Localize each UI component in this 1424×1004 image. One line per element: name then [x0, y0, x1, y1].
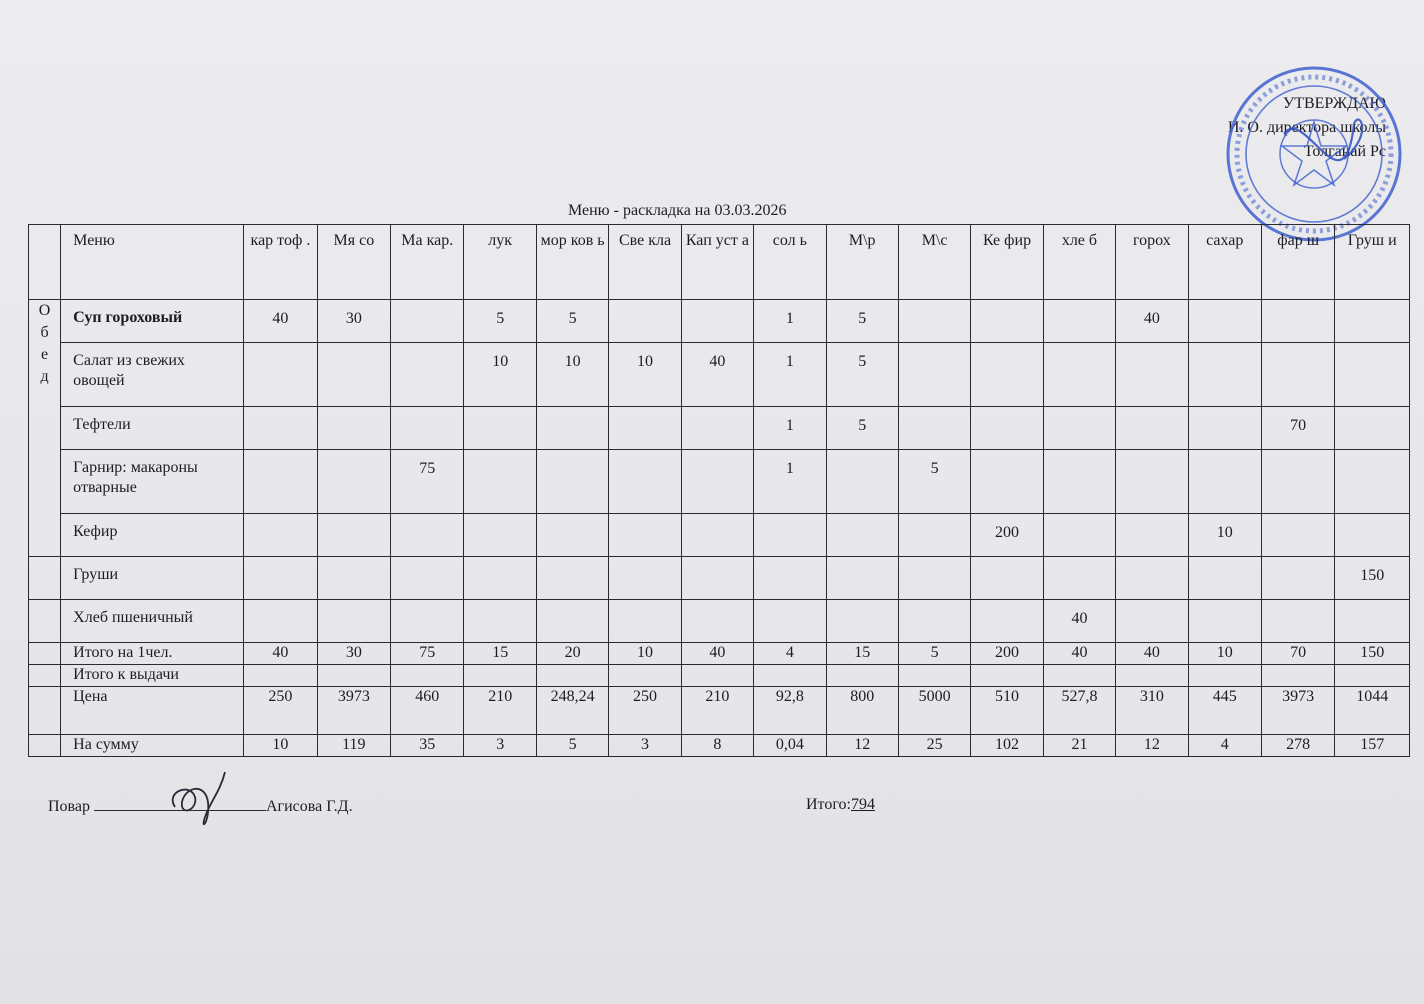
value-cell [898, 300, 970, 343]
dish-name: Суп гороховый [61, 300, 244, 343]
blank-side-cell [29, 735, 61, 757]
value-cell [391, 557, 464, 600]
value-cell [681, 300, 753, 343]
document-title: Меню - раскладка на 03.03.2026 [568, 202, 787, 219]
summary-value: 250 [244, 687, 317, 735]
value-cell [681, 407, 753, 450]
column-header: хле б [1043, 225, 1115, 300]
approval-block [1228, 92, 1386, 164]
value-cell [1043, 300, 1115, 343]
summary-value [317, 665, 390, 687]
total-value: 794 [850, 796, 875, 813]
column-header: М\с [898, 225, 970, 300]
summary-value: 800 [826, 687, 898, 735]
summary-value: 248,24 [536, 687, 608, 735]
summary-value: 157 [1335, 735, 1410, 757]
column-header: Ма кар. [391, 225, 464, 300]
table-row [29, 557, 1410, 600]
value-cell [1335, 300, 1410, 343]
summary-value: 15 [464, 643, 536, 665]
section-letter: О [38, 302, 51, 319]
value-cell [681, 557, 753, 600]
summary-value [1043, 665, 1115, 687]
summary-value: 3 [609, 735, 681, 757]
value-cell [681, 600, 753, 643]
dish-name: Груши [61, 557, 244, 600]
value-cell [971, 407, 1043, 450]
value-cell [391, 600, 464, 643]
value-cell: 40 [681, 343, 753, 407]
summary-value [391, 665, 464, 687]
summary-value [754, 665, 826, 687]
column-header: Све кла [609, 225, 681, 300]
value-cell [971, 600, 1043, 643]
value-cell: 5 [536, 300, 608, 343]
value-cell [1188, 300, 1261, 343]
value-cell [609, 300, 681, 343]
value-cell [1043, 557, 1115, 600]
summary-label: Итого на 1чел. [61, 643, 244, 665]
section-letter: е [41, 346, 49, 363]
value-cell [971, 343, 1043, 407]
summary-value: 210 [464, 687, 536, 735]
value-cell: 10 [609, 343, 681, 407]
value-cell: 70 [1261, 407, 1334, 450]
summary-value: 150 [1335, 643, 1410, 665]
value-cell [536, 557, 608, 600]
value-cell [898, 343, 970, 407]
table-row [29, 600, 1410, 643]
summary-value [971, 665, 1043, 687]
value-cell [754, 557, 826, 600]
column-header: Мя со [317, 225, 390, 300]
value-cell [609, 557, 681, 600]
summary-value: 40 [681, 643, 753, 665]
summary-value [244, 665, 317, 687]
value-cell [317, 450, 390, 514]
summary-row [29, 687, 1410, 735]
table-row [29, 300, 1410, 343]
table-row [29, 343, 1410, 407]
value-cell [1043, 343, 1115, 407]
summary-value: 40 [244, 643, 317, 665]
column-header: М\р [826, 225, 898, 300]
summary-value: 0,04 [754, 735, 826, 757]
summary-value: 3973 [317, 687, 390, 735]
value-cell [317, 407, 390, 450]
dish-name: Гарнир: макароны отварные [61, 450, 244, 514]
value-cell [1261, 450, 1334, 514]
value-cell [1116, 600, 1188, 643]
value-cell [1188, 343, 1261, 407]
summary-value: 40 [1116, 643, 1188, 665]
value-cell: 75 [391, 450, 464, 514]
menu-table [28, 224, 1410, 757]
value-cell [317, 514, 390, 557]
value-cell: 5 [826, 300, 898, 343]
column-header: Ке фир [971, 225, 1043, 300]
summary-label: Итого к выдачи [61, 665, 244, 687]
column-header: Груш и [1335, 225, 1410, 300]
summary-value: 5000 [898, 687, 970, 735]
section-letter: б [40, 324, 49, 341]
value-cell [1335, 450, 1410, 514]
summary-value: 21 [1043, 735, 1115, 757]
column-header: Меню [61, 225, 244, 300]
summary-value: 210 [681, 687, 753, 735]
dish-name: Салат из свежих овощей [61, 343, 244, 407]
value-cell [826, 557, 898, 600]
summary-value: 30 [317, 643, 390, 665]
signature-line [94, 796, 266, 811]
value-cell [826, 600, 898, 643]
value-cell: 5 [464, 300, 536, 343]
value-cell: 30 [317, 300, 390, 343]
value-cell [464, 600, 536, 643]
value-cell: 5 [826, 407, 898, 450]
total-line [806, 796, 875, 814]
value-cell [1335, 407, 1410, 450]
value-cell [244, 600, 317, 643]
value-cell [1261, 514, 1334, 557]
section-label [29, 300, 61, 557]
value-cell [609, 514, 681, 557]
value-cell: 40 [244, 300, 317, 343]
cook-line [48, 796, 353, 816]
value-cell [244, 407, 317, 450]
summary-value: 460 [391, 687, 464, 735]
value-cell: 150 [1335, 557, 1410, 600]
summary-value: 15 [826, 643, 898, 665]
value-cell [754, 514, 826, 557]
value-cell [244, 557, 317, 600]
value-cell: 1 [754, 450, 826, 514]
table-row [29, 514, 1410, 557]
summary-value: 10 [609, 643, 681, 665]
summary-value: 527,8 [1043, 687, 1115, 735]
dish-name: Тефтели [61, 407, 244, 450]
summary-value: 20 [536, 643, 608, 665]
cook-label: Повар [48, 798, 90, 815]
value-cell [1043, 407, 1115, 450]
summary-value: 3 [464, 735, 536, 757]
value-cell [464, 450, 536, 514]
value-cell [1188, 557, 1261, 600]
value-cell: 1 [754, 300, 826, 343]
value-cell [244, 514, 317, 557]
corner-cell [29, 225, 61, 300]
summary-value: 4 [754, 643, 826, 665]
blank-side-cell [29, 665, 61, 687]
value-cell [536, 407, 608, 450]
value-cell [1335, 343, 1410, 407]
column-header: мор ков ь [536, 225, 608, 300]
value-cell [317, 343, 390, 407]
value-cell [898, 557, 970, 600]
value-cell [971, 557, 1043, 600]
summary-value: 4 [1188, 735, 1261, 757]
summary-value [826, 665, 898, 687]
summary-value: 70 [1261, 643, 1334, 665]
summary-label: На сумму [61, 735, 244, 757]
value-cell [536, 450, 608, 514]
blank-side-cell [29, 557, 61, 600]
value-cell: 40 [1043, 600, 1115, 643]
value-cell [391, 300, 464, 343]
value-cell [754, 600, 826, 643]
summary-row [29, 665, 1410, 687]
summary-value: 8 [681, 735, 753, 757]
summary-value [464, 665, 536, 687]
value-cell: 10 [1188, 514, 1261, 557]
summary-value: 92,8 [754, 687, 826, 735]
dish-name: Кефир [61, 514, 244, 557]
value-cell [971, 450, 1043, 514]
value-cell [317, 557, 390, 600]
value-cell [317, 600, 390, 643]
value-cell [681, 450, 753, 514]
value-cell [609, 407, 681, 450]
value-cell [1043, 450, 1115, 514]
approval-position: И. О. директора школы [1227, 119, 1386, 136]
column-header: лук [464, 225, 536, 300]
table-row [29, 407, 1410, 450]
value-cell [1116, 450, 1188, 514]
column-header: горох [1116, 225, 1188, 300]
summary-value: 40 [1043, 643, 1115, 665]
value-cell [536, 514, 608, 557]
value-cell [464, 514, 536, 557]
summary-value [1261, 665, 1334, 687]
value-cell [826, 514, 898, 557]
summary-value: 12 [1116, 735, 1188, 757]
value-cell [898, 407, 970, 450]
summary-value: 10 [244, 735, 317, 757]
column-header: сахар [1188, 225, 1261, 300]
value-cell [609, 450, 681, 514]
value-cell [1043, 514, 1115, 557]
value-cell [1116, 343, 1188, 407]
section-letter: д [40, 368, 49, 385]
table-row [29, 450, 1410, 514]
column-header: фар ш [1261, 225, 1334, 300]
summary-value: 75 [391, 643, 464, 665]
summary-value: 12 [826, 735, 898, 757]
value-cell: 1 [754, 343, 826, 407]
summary-value [609, 665, 681, 687]
value-cell [244, 343, 317, 407]
value-cell [1116, 514, 1188, 557]
blank-side-cell [29, 600, 61, 643]
value-cell [898, 600, 970, 643]
summary-value [1188, 665, 1261, 687]
summary-value: 310 [1116, 687, 1188, 735]
value-cell [1188, 450, 1261, 514]
value-cell [536, 600, 608, 643]
total-label: Итого: [806, 796, 851, 813]
value-cell [1261, 343, 1334, 407]
column-header: сол ь [754, 225, 826, 300]
summary-value: 278 [1261, 735, 1334, 757]
summary-value: 510 [971, 687, 1043, 735]
summary-value: 25 [898, 735, 970, 757]
summary-value: 445 [1188, 687, 1261, 735]
summary-value [898, 665, 970, 687]
header-row [29, 225, 1410, 300]
value-cell [391, 514, 464, 557]
value-cell: 5 [826, 343, 898, 407]
value-cell [826, 450, 898, 514]
value-cell [1335, 514, 1410, 557]
value-cell [391, 407, 464, 450]
column-header: кар тоф . [244, 225, 317, 300]
summary-value: 200 [971, 643, 1043, 665]
value-cell: 10 [536, 343, 608, 407]
column-header: Кап уст а [681, 225, 753, 300]
value-cell [609, 600, 681, 643]
approval-title: УТВЕРЖДАЮ [1282, 95, 1386, 112]
blank-side-cell [29, 687, 61, 735]
value-cell [1261, 557, 1334, 600]
summary-value: 35 [391, 735, 464, 757]
summary-value: 10 [1188, 643, 1261, 665]
summary-value: 5 [898, 643, 970, 665]
value-cell [971, 300, 1043, 343]
approval-name: Толганай Рс [1303, 143, 1386, 160]
value-cell [1188, 600, 1261, 643]
value-cell [464, 407, 536, 450]
value-cell [898, 514, 970, 557]
summary-value [536, 665, 608, 687]
value-cell [244, 450, 317, 514]
cook-name: Агисова Г.Д. [266, 798, 353, 815]
value-cell [464, 557, 536, 600]
summary-value [681, 665, 753, 687]
summary-row [29, 735, 1410, 757]
value-cell: 10 [464, 343, 536, 407]
value-cell: 5 [898, 450, 970, 514]
value-cell: 1 [754, 407, 826, 450]
summary-value: 3973 [1261, 687, 1334, 735]
value-cell: 200 [971, 514, 1043, 557]
summary-value: 250 [609, 687, 681, 735]
value-cell [1116, 557, 1188, 600]
summary-row [29, 643, 1410, 665]
value-cell [391, 343, 464, 407]
summary-value: 5 [536, 735, 608, 757]
summary-value: 1044 [1335, 687, 1410, 735]
summary-value: 119 [317, 735, 390, 757]
blank-side-cell [29, 643, 61, 665]
value-cell [1188, 407, 1261, 450]
summary-value: 102 [971, 735, 1043, 757]
value-cell: 40 [1116, 300, 1188, 343]
dish-name: Хлеб пшеничный [61, 600, 244, 643]
summary-label: Цена [61, 687, 244, 735]
value-cell [1261, 600, 1334, 643]
value-cell [1116, 407, 1188, 450]
value-cell [1335, 600, 1410, 643]
value-cell [681, 514, 753, 557]
value-cell [1261, 300, 1334, 343]
summary-value [1116, 665, 1188, 687]
summary-value [1335, 665, 1410, 687]
